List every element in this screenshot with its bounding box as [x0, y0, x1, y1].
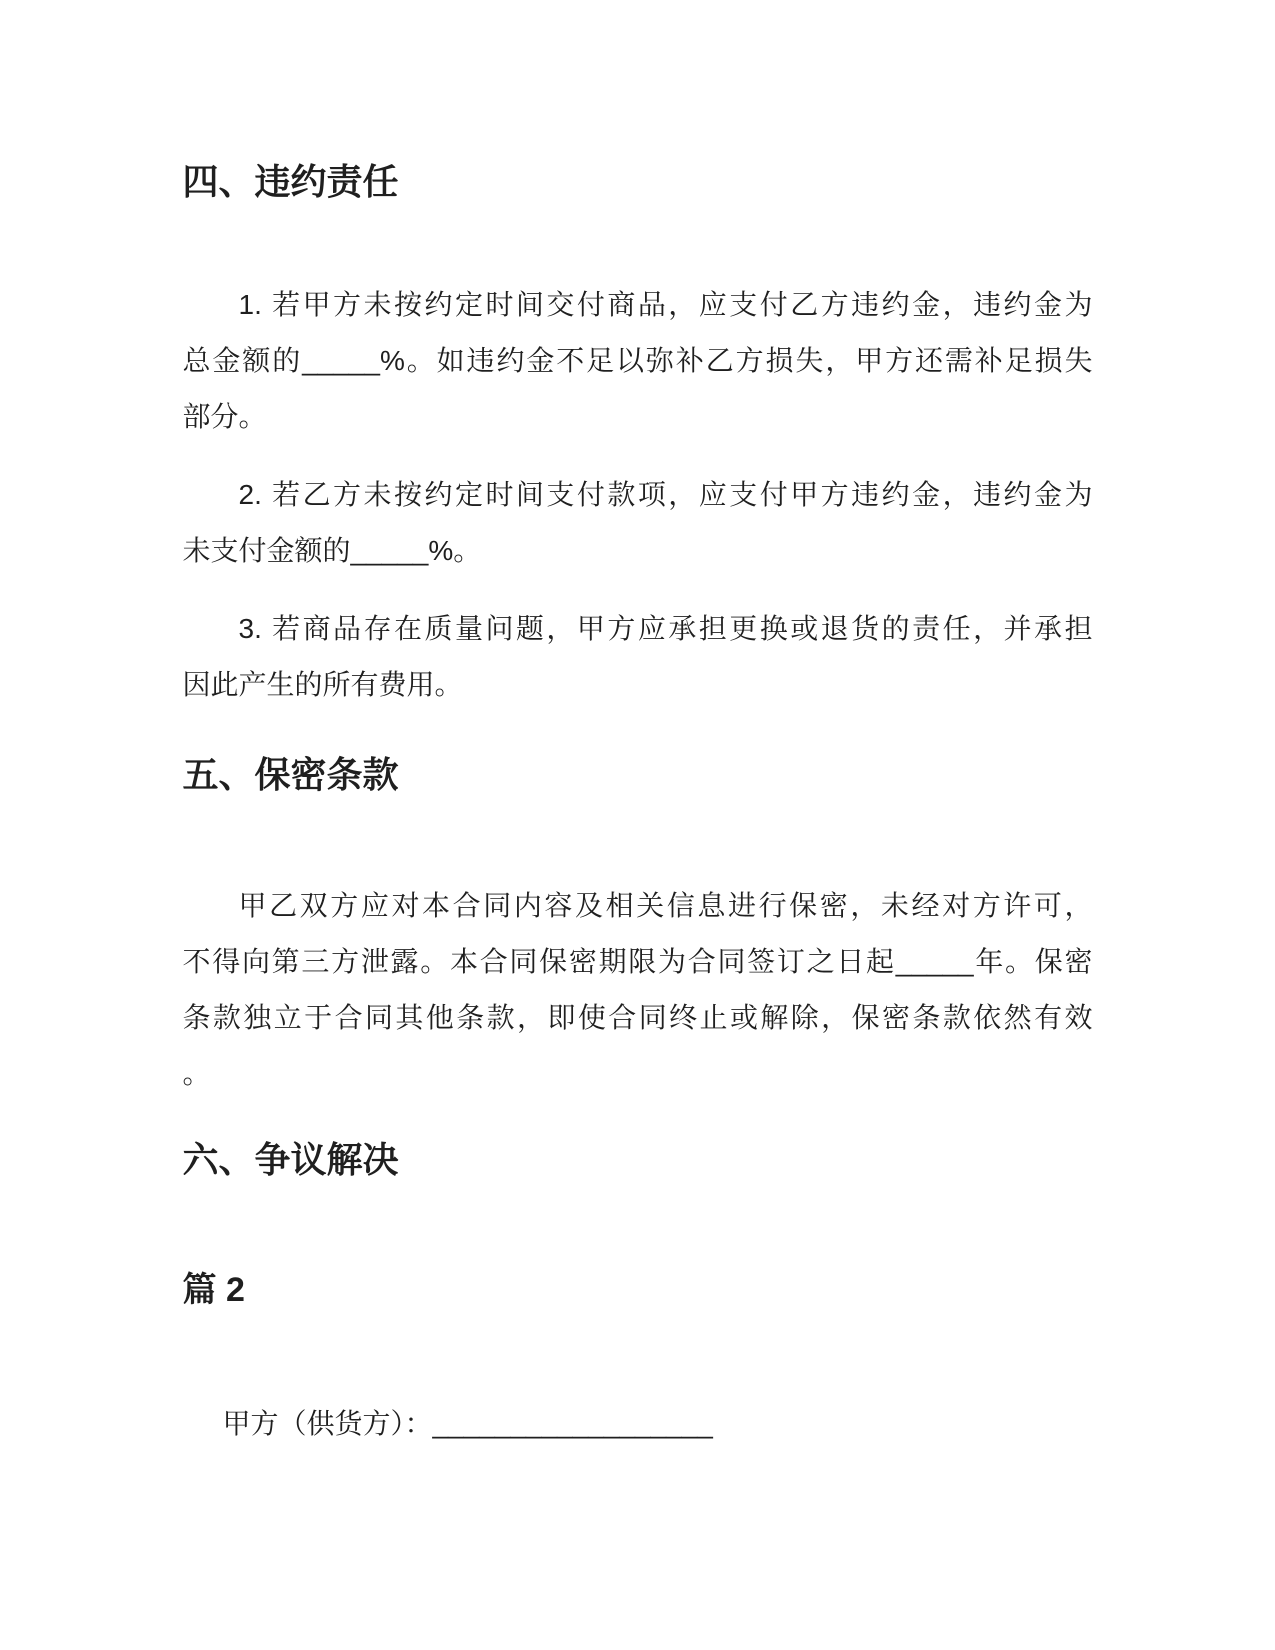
confidentiality-paragraph	[183, 878, 1093, 1102]
text-line: 因此产生的所有费用。	[182, 669, 463, 700]
text-line: 条款独立于合同其他条款，即使合同终止或解除，保密条款依然有效	[182, 1002, 1093, 1033]
party-a-supplier-line	[183, 1396, 1093, 1452]
text-line: 1. 若甲方未按约定时间交付商品，应支付乙方违约金，违约金为	[238, 289, 1093, 320]
text-line: 未支付金额的_____%。	[182, 535, 482, 566]
section-heading-breach-liability: 四、违约责任	[182, 161, 399, 202]
part2-title: 篇 2	[182, 1271, 245, 1309]
text-line: 。	[182, 1058, 211, 1089]
text-line: 甲方（供货方）：__________________	[222, 1408, 713, 1439]
text-line: 部分。	[182, 401, 267, 432]
text-line: 甲乙双方应对本合同内容及相关信息进行保密，未经对方许可，	[238, 890, 1093, 921]
text-line: 总金额的_____%。如违约金不足以弥补乙方损失，甲方还需补足损失	[182, 345, 1093, 376]
contract-content	[183, 0, 1093, 1452]
breach-item-1	[183, 277, 1093, 445]
text-line: 2. 若乙方未按约定时间支付款项，应支付甲方违约金，违约金为	[238, 479, 1093, 510]
section-heading-dispute-resolution: 六、争议解决	[182, 1139, 399, 1180]
breach-item-2	[183, 467, 1093, 579]
text-line: 不得向第三方泄露。本合同保密期限为合同签订之日起_____年。保密	[182, 946, 1093, 977]
text-line: 3. 若商品存在质量问题，甲方应承担更换或退货的责任，并承担	[238, 613, 1093, 644]
section-heading-confidentiality: 五、保密条款	[182, 754, 399, 795]
breach-item-3	[183, 601, 1093, 713]
